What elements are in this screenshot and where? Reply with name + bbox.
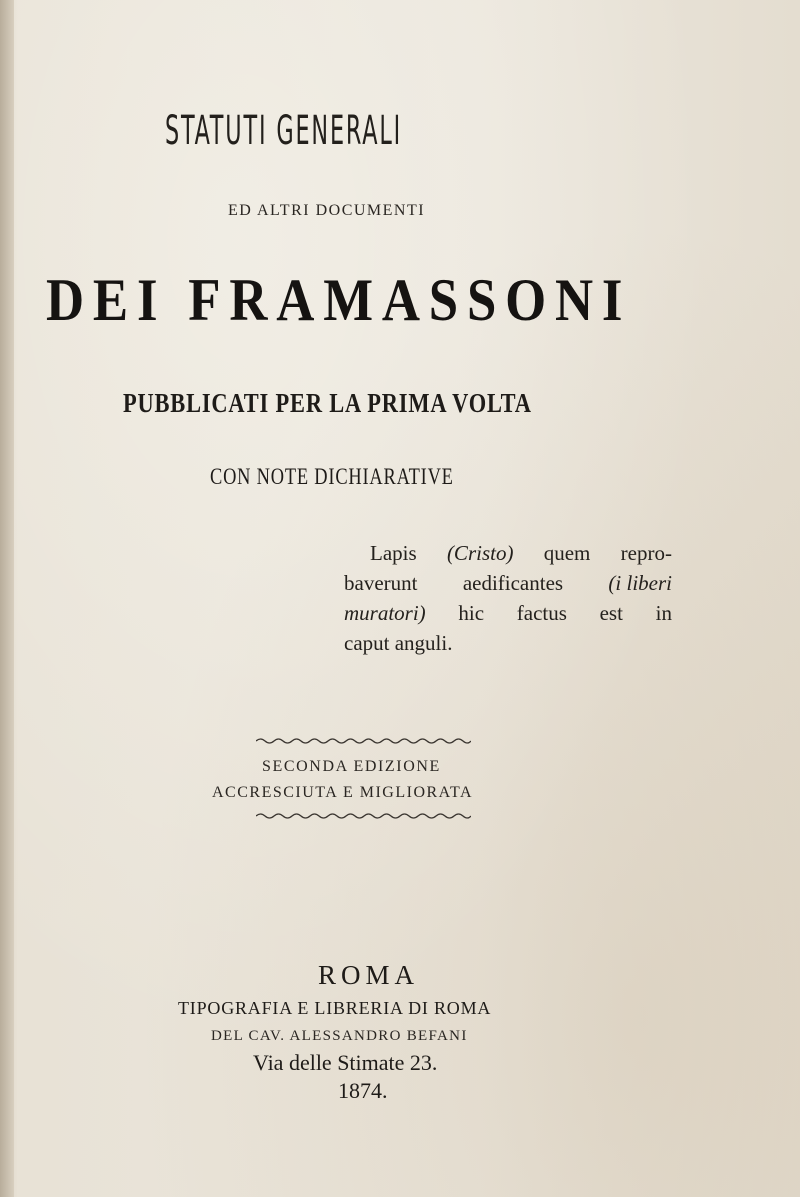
epigraph-word: hic xyxy=(458,601,485,625)
subtitle-second: CON NOTE DICHIARATIVE xyxy=(210,464,454,489)
epigraph-word: repro- xyxy=(620,541,672,565)
title-line-2: ED ALTRI DOCUMENTI xyxy=(228,202,426,219)
main-title: DEI FRAMASSONI xyxy=(46,267,632,333)
imprint-owner: DEL CAV. ALESSANDRO BEFANI xyxy=(211,1028,468,1044)
subtitle-first: PUBBLICATI PER LA PRIMA VOLTA xyxy=(123,388,532,418)
epigraph-italic: (i liberi xyxy=(608,571,672,595)
imprint-printer: TIPOGRAFIA E LIBRERIA DI ROMA xyxy=(178,998,492,1018)
title-line-1: STATUTI GENERALI xyxy=(165,108,403,154)
epigraph-italic: (Cristo) xyxy=(446,541,514,565)
edition-line-2: ACCRESCIUTA E MIGLIORATA xyxy=(212,784,473,801)
epigraph-word: factus xyxy=(516,601,567,625)
epigraph-word: aedificantes xyxy=(462,571,564,595)
imprint-address: Via delle Stimate 23. xyxy=(253,1050,438,1075)
wavy-rule-bottom xyxy=(256,811,471,821)
epigraph-italic: muratori) xyxy=(344,601,426,625)
wavy-rule-top xyxy=(256,736,471,746)
epigraph-word: est xyxy=(599,601,623,625)
epigraph-word: in xyxy=(655,601,672,625)
imprint-year: 1874. xyxy=(338,1078,388,1103)
edition-line-1: SECONDA EDIZIONE xyxy=(262,758,441,775)
epigraph-line xyxy=(344,628,672,658)
epigraph-line xyxy=(344,568,672,598)
imprint-city: ROMA xyxy=(318,960,420,990)
epigraph xyxy=(344,538,672,658)
epigraph-word: quem xyxy=(543,541,591,565)
page-edge-shadow xyxy=(0,0,14,1197)
epigraph-word: baverunt xyxy=(344,571,418,595)
epigraph-line xyxy=(344,598,672,628)
epigraph-line xyxy=(344,538,672,568)
epigraph-word: Lapis xyxy=(370,541,417,565)
epigraph-word: caput anguli. xyxy=(344,631,453,655)
